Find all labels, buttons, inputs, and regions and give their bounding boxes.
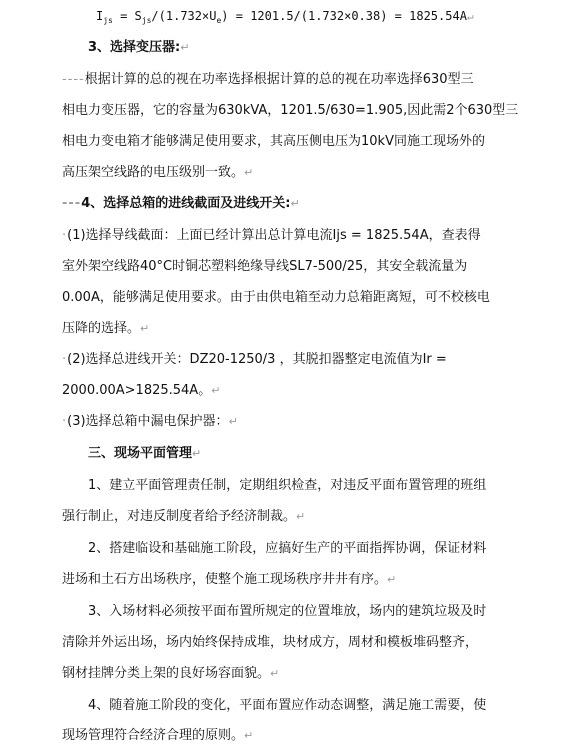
body-line xyxy=(62,352,447,368)
formula-part: /(1.732×U xyxy=(151,9,217,23)
body-text: 压降的选择。 xyxy=(62,321,141,336)
indent-dots: · xyxy=(62,228,68,243)
formula-part: ) xyxy=(221,9,229,23)
formula-symbol: I xyxy=(96,9,104,23)
section-heading xyxy=(88,446,201,462)
paragraph-mark-icon: ↵ xyxy=(228,415,238,428)
paragraph-mark-icon: ↵ xyxy=(180,41,190,54)
body-line xyxy=(62,666,279,682)
indent-dots: --- xyxy=(62,196,82,211)
indent-dots: · xyxy=(62,352,68,367)
body-line xyxy=(62,728,253,744)
section-title: 3、选择变压器: xyxy=(88,40,181,55)
body-text: 3、入场材料必须按平面布置所规定的位置堆放，场内的建筑垃圾及时 xyxy=(88,604,487,619)
formula-subscript: e xyxy=(216,16,222,25)
body-text: 相电力变压器，它的容量为630kVA，1201.5/630=1.905,因此需2个630型三 xyxy=(62,103,519,118)
section-heading xyxy=(88,40,189,56)
body-text: (3)选择总箱中漏电保护器： xyxy=(67,414,229,429)
body-text: 钢材挂牌分类上架的良好场容面貌。 xyxy=(62,666,271,681)
formula-part: = S xyxy=(112,9,142,23)
body-text: 2、搭建临设和基础施工阶段，应搞好生产的平面指挥协调，保证材料 xyxy=(88,541,487,556)
body-text: (1)选择导线截面：上面已经计算出总计算电流Ijs = 1825.54A，查表得 xyxy=(67,228,481,243)
body-line xyxy=(62,134,485,150)
body-line xyxy=(62,290,490,306)
formula-subscript: js xyxy=(103,16,113,25)
body-line xyxy=(62,635,478,651)
body-text: 高压架空线路的电压级别一致。 xyxy=(62,165,245,180)
paragraph-mark-icon: ↵ xyxy=(290,197,300,210)
paragraph-mark-icon: ↵ xyxy=(296,510,306,523)
body-text: 2000.00A>1825.54A。 xyxy=(62,383,212,398)
paragraph-mark-icon: ↵ xyxy=(466,10,474,23)
body-line xyxy=(62,228,481,244)
body-line xyxy=(88,698,486,714)
formula-subscript: js xyxy=(141,16,152,25)
body-line xyxy=(62,414,238,430)
formula-result: = 1201.5/(1.732×0.38) = 1825.54A xyxy=(228,9,467,23)
body-text: 1、建立平面管理责任制，定期组织检查，对违反平面布置管理的班组 xyxy=(88,478,487,493)
body-text: 4、随着施工阶段的变化，平面布置应作动态调整，满足施工需要，使 xyxy=(88,698,487,713)
body-line xyxy=(88,541,486,557)
body-text: 0.00A，能够满足使用要求。由于由供电箱至动力总箱距离短，可不校核电 xyxy=(62,290,490,305)
body-text: 进场和土石方出场秩序，使整个施工现场秩序井井有序。 xyxy=(62,572,388,587)
body-line xyxy=(88,604,486,620)
body-line xyxy=(62,165,253,181)
body-text: 清除并外运出场，场内始终保持成堆，块材成方，周材和模板堆码整齐， xyxy=(62,635,479,650)
indent-dots: ---- xyxy=(62,72,85,87)
body-line xyxy=(62,103,518,119)
body-text: 相电力变电箱才能够满足使用要求，其高压侧电压为10kV同施工现场外的 xyxy=(62,134,485,149)
body-text: 室外架空线路40°C时铜芯塑料绝缘导线SL7-500/25，其安全载流量为 xyxy=(62,259,468,274)
paragraph-mark-icon: ↵ xyxy=(192,447,202,460)
body-line xyxy=(62,321,149,337)
body-text: (2)选择总进线开关：DZ20-1250/3 ，其脱扣器整定电流值为Ir = xyxy=(67,352,447,367)
indent-dots: · xyxy=(62,414,68,429)
section-title: 4、选择总箱的进线截面及进线开关: xyxy=(81,196,291,211)
body-line xyxy=(62,572,396,588)
paragraph-mark-icon: ↵ xyxy=(140,322,150,335)
section-title: 三、现场平面管理 xyxy=(88,446,193,461)
paragraph-mark-icon: ↵ xyxy=(270,667,280,680)
paragraph-mark-icon: ↵ xyxy=(387,573,397,586)
body-line xyxy=(62,259,467,275)
body-text: 强行制止，对违反制度者给予经济制裁。 xyxy=(62,509,297,524)
current-formula xyxy=(96,8,474,29)
section-heading xyxy=(62,196,300,212)
body-text: 现场管理符合经济合理的原则。 xyxy=(62,728,245,743)
body-line xyxy=(62,509,305,525)
body-line xyxy=(88,478,486,494)
body-line xyxy=(62,383,220,399)
body-line xyxy=(62,72,474,88)
paragraph-mark-icon: ↵ xyxy=(244,729,254,742)
paragraph-mark-icon: ↵ xyxy=(211,384,221,397)
paragraph-mark-icon: ↵ xyxy=(244,166,254,179)
body-text: 根据计算的总的视在功率选择根据计算的总的视在功率选择630型三 xyxy=(84,72,474,87)
